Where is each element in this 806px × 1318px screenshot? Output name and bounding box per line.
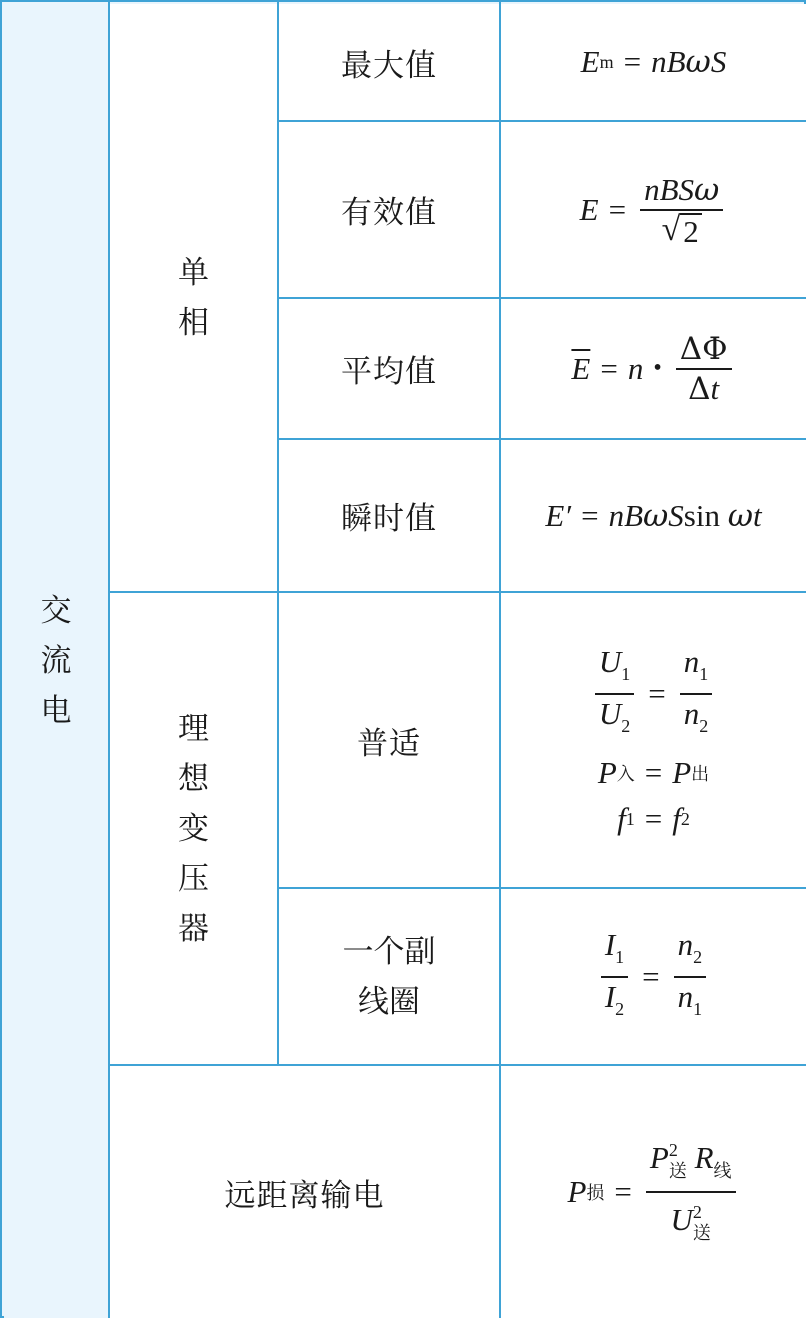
formula-symbol: 2	[615, 998, 625, 1019]
formula-symbol: n	[683, 644, 700, 679]
formula-current-ratio	[597, 926, 710, 1028]
formula-symbol: •	[653, 355, 662, 381]
formula-symbol: t	[753, 497, 762, 533]
grid-line	[108, 2, 110, 1316]
formula-general	[591, 643, 716, 837]
formula-symbol: m	[599, 51, 614, 72]
formula-frequency	[617, 801, 690, 837]
formula-symbol: sin	[683, 497, 720, 533]
formula-symbol: 送	[668, 1161, 687, 1182]
formula-symbol: =	[614, 1174, 632, 1209]
transformer-char: 想	[178, 760, 209, 797]
formula-symbol: ω	[727, 497, 753, 534]
formula-symbol: U	[598, 696, 622, 731]
formula-average	[571, 330, 735, 408]
transformer-char: 器	[178, 910, 209, 947]
formula-symbol: Δ	[688, 370, 711, 407]
formula-symbol: S	[668, 497, 684, 533]
formula-symbol: n	[677, 978, 694, 1014]
single-phase-char: 相	[178, 304, 209, 341]
formula-symbol: E′	[545, 497, 572, 533]
category-label	[41, 586, 72, 736]
formula-symbol: 2	[692, 1202, 702, 1222]
transmission-label: 远距离输电	[224, 1177, 385, 1214]
transformer-char: 变	[178, 810, 209, 847]
formula-instant	[545, 498, 761, 534]
formula-symbol: U	[670, 1202, 693, 1237]
transmission-cell	[110, 1066, 499, 1318]
formula-voltage-ratio	[591, 643, 716, 745]
grid-line	[277, 2, 279, 1064]
grid-line	[277, 887, 804, 889]
formula-symbol: 损	[586, 1183, 605, 1204]
formula-symbol: 1	[615, 946, 625, 967]
formula-symbol: R	[694, 1140, 714, 1175]
grid-line	[108, 1064, 804, 1066]
formula-symbol: E	[579, 191, 599, 227]
row-label-max: 最大值	[341, 47, 437, 84]
transformer-label	[178, 704, 209, 954]
formula-symbol: 2	[668, 1140, 678, 1160]
row-label-line: 一个副	[342, 933, 436, 970]
category-char: 电	[40, 693, 72, 729]
formula-symbol: n	[627, 350, 644, 386]
row-name-single-secondary	[279, 889, 499, 1064]
grid-line	[108, 591, 804, 593]
formula-power-balance	[598, 755, 709, 791]
formula-symbol: =	[644, 755, 663, 790]
formula-symbol: E	[580, 44, 600, 79]
row-name-max	[279, 4, 499, 120]
formula-power-loss	[567, 1131, 739, 1253]
grid-line	[499, 2, 501, 1316]
single-phase-char: 单	[178, 254, 209, 291]
transformer-cell	[110, 593, 277, 1064]
formula-symbol: n	[677, 926, 694, 962]
formula-symbol: 线	[713, 1161, 732, 1182]
formula-symbol: 1	[625, 808, 635, 829]
formula-symbol: P	[567, 1174, 587, 1209]
transformer-char: 理	[178, 710, 209, 747]
row-name-effective	[279, 122, 499, 297]
formula-symbol: I	[604, 978, 616, 1014]
formula-symbol: =	[600, 350, 618, 386]
formula-symbol: 2	[693, 946, 703, 967]
single-phase-cell	[110, 4, 277, 591]
grid-line	[277, 297, 804, 299]
row-label-average: 平均值	[341, 354, 437, 390]
row-label-general: 普适	[357, 725, 421, 762]
formula-current-cell	[501, 889, 806, 1064]
formula-instant-cell	[501, 440, 806, 591]
formula-symbol: ω	[685, 44, 711, 80]
formula-symbol: n	[651, 44, 667, 79]
category-char: 交	[40, 593, 72, 629]
formula-symbol: B	[666, 44, 686, 79]
formula-symbol: 1	[621, 664, 631, 684]
formula-loss-cell	[501, 1066, 806, 1318]
formula-symbol: =	[608, 191, 627, 227]
row-label-effective: 有效值	[341, 195, 437, 231]
row-label-instant: 瞬时值	[341, 501, 437, 537]
transformer-char: 压	[178, 860, 209, 897]
formula-symbol: 1	[693, 998, 703, 1019]
formula-symbol: 送	[692, 1223, 711, 1244]
formula-symbol: =	[648, 676, 666, 711]
formula-symbol: 2	[621, 716, 631, 736]
formula-symbol: nB	[608, 497, 643, 533]
single-phase-label	[178, 248, 209, 348]
formula-symbol: S	[710, 44, 727, 79]
grid-line	[277, 120, 804, 122]
row-name-average	[279, 299, 499, 438]
formula-symbol: 2	[699, 716, 709, 736]
row-label-single-secondary	[343, 927, 436, 1027]
formula-max	[581, 44, 727, 80]
row-name-general	[279, 593, 499, 887]
formula-symbol: U	[598, 644, 622, 679]
formula-symbol: ΔΦ	[679, 330, 728, 367]
formula-symbol: 出	[691, 764, 710, 785]
formula-symbol: 1	[699, 664, 709, 684]
formula-symbol: ω	[694, 171, 720, 208]
formula-general-cell	[501, 593, 806, 887]
formula-symbol: =	[642, 958, 660, 994]
formula-symbol: =	[623, 44, 642, 79]
formula-symbol: $\overline{E}$	[571, 350, 591, 386]
formula-symbol: f	[672, 801, 681, 836]
formula-symbol: =	[644, 801, 663, 836]
row-name-instant	[279, 440, 499, 591]
formula-symbol: =	[581, 497, 599, 533]
grid-line	[277, 438, 804, 440]
formula-symbol: 入	[616, 764, 635, 785]
formula-max-cell	[501, 4, 806, 120]
formula-symbol: f	[617, 801, 626, 836]
formula-symbol: ω	[643, 497, 669, 534]
formula-symbol: 2	[680, 213, 702, 249]
formula-symbol: P	[649, 1140, 669, 1175]
formula-symbol: I	[604, 926, 616, 962]
formula-effective: E = nBSω √ 2	[580, 171, 728, 249]
category-char: 流	[40, 643, 72, 679]
formula-symbol: t	[710, 370, 720, 406]
row-label-line: 线圈	[358, 983, 420, 1020]
category-cell	[4, 4, 108, 1318]
formula-symbol: P	[672, 755, 692, 790]
formula-symbol: P	[597, 755, 617, 790]
formula-symbol: nBS	[644, 171, 695, 207]
formula-average-cell	[501, 299, 806, 438]
formula-symbol: n	[683, 696, 700, 731]
formula-effective-cell	[501, 122, 806, 297]
formula-symbol: 2	[680, 808, 690, 829]
